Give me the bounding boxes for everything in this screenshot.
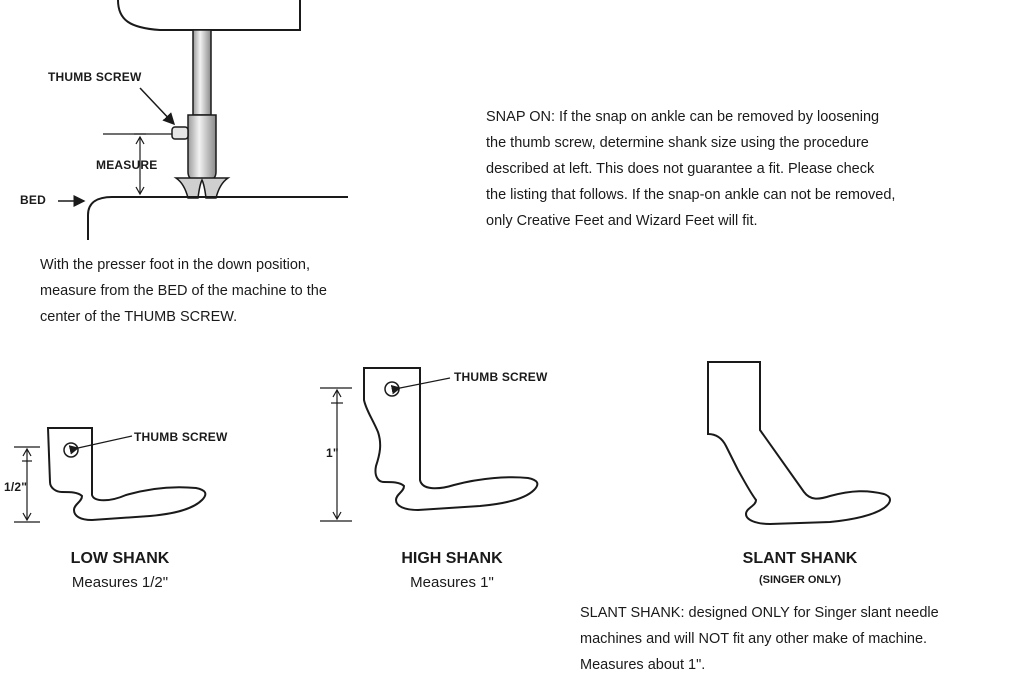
machine-diagram	[58, 0, 348, 240]
slant-shank-foot	[708, 362, 890, 524]
slant-shank-subtitle: (SINGER ONLY)	[758, 574, 842, 586]
snap-on-line: the thumb screw, determine shank size using the procedure	[486, 135, 869, 151]
foot-toes	[176, 178, 228, 198]
measure-label: MEASURE	[96, 158, 158, 172]
slant-shank-note-line: Measures about 1".	[580, 657, 706, 673]
snap-on-line: SNAP ON: If the snap on ankle can be removed by loosening	[486, 109, 880, 125]
thumb-screw-label: THUMB SCREW	[48, 70, 142, 84]
slant-shank-note-line: machines and will NOT fit any other make of machine.	[580, 631, 928, 647]
machine-bed	[88, 197, 348, 240]
instruction-line: With the presser foot in the down position,	[40, 257, 311, 273]
high-shank-thumb-screw-label: THUMB SCREW	[454, 370, 548, 384]
snap-on-line: described at left. This does not guarantee a fit. Please check	[486, 161, 875, 177]
thumb-screw-arrow	[140, 88, 174, 124]
instruction-text	[40, 252, 327, 330]
bed-label: BED	[20, 193, 46, 207]
high-shank-dimension-label: 1"	[326, 446, 339, 460]
slant-shank-note	[580, 600, 939, 678]
low-shank-screw-hole	[64, 443, 78, 457]
slant-shank-title: SLANT SHANK	[742, 550, 858, 567]
high-shank-subtitle: Measures 1"	[410, 574, 494, 591]
low-shank-thumb-screw-label: THUMB SCREW	[134, 430, 228, 444]
low-shank-subtitle: Measures 1/2"	[71, 574, 169, 591]
ankle-body	[188, 115, 216, 180]
machine-arm	[118, 0, 300, 30]
presser-bar	[193, 30, 211, 115]
instruction-line: center of the THUMB SCREW.	[40, 309, 238, 325]
low-shank-title: LOW SHANK	[70, 550, 170, 567]
high-shank-screw-hole	[385, 382, 399, 396]
thumb-screw	[172, 127, 188, 139]
snap-on-text	[486, 104, 895, 234]
low-shank-dimension-label: 1/2"	[4, 480, 28, 494]
snap-on-line: the listing that follows. If the snap-on ankle can not be removed,	[486, 187, 896, 203]
snap-on-line: only Creative Feet and Wizard Feet will fit.	[486, 213, 758, 229]
slant-shank-note-line: SLANT SHANK: designed ONLY for Singer slant needle	[580, 605, 939, 621]
instruction-line: measure from the BED of the machine to the	[40, 283, 327, 299]
high-shank-title: HIGH SHANK	[401, 550, 503, 567]
high-shank-foot	[320, 368, 537, 521]
